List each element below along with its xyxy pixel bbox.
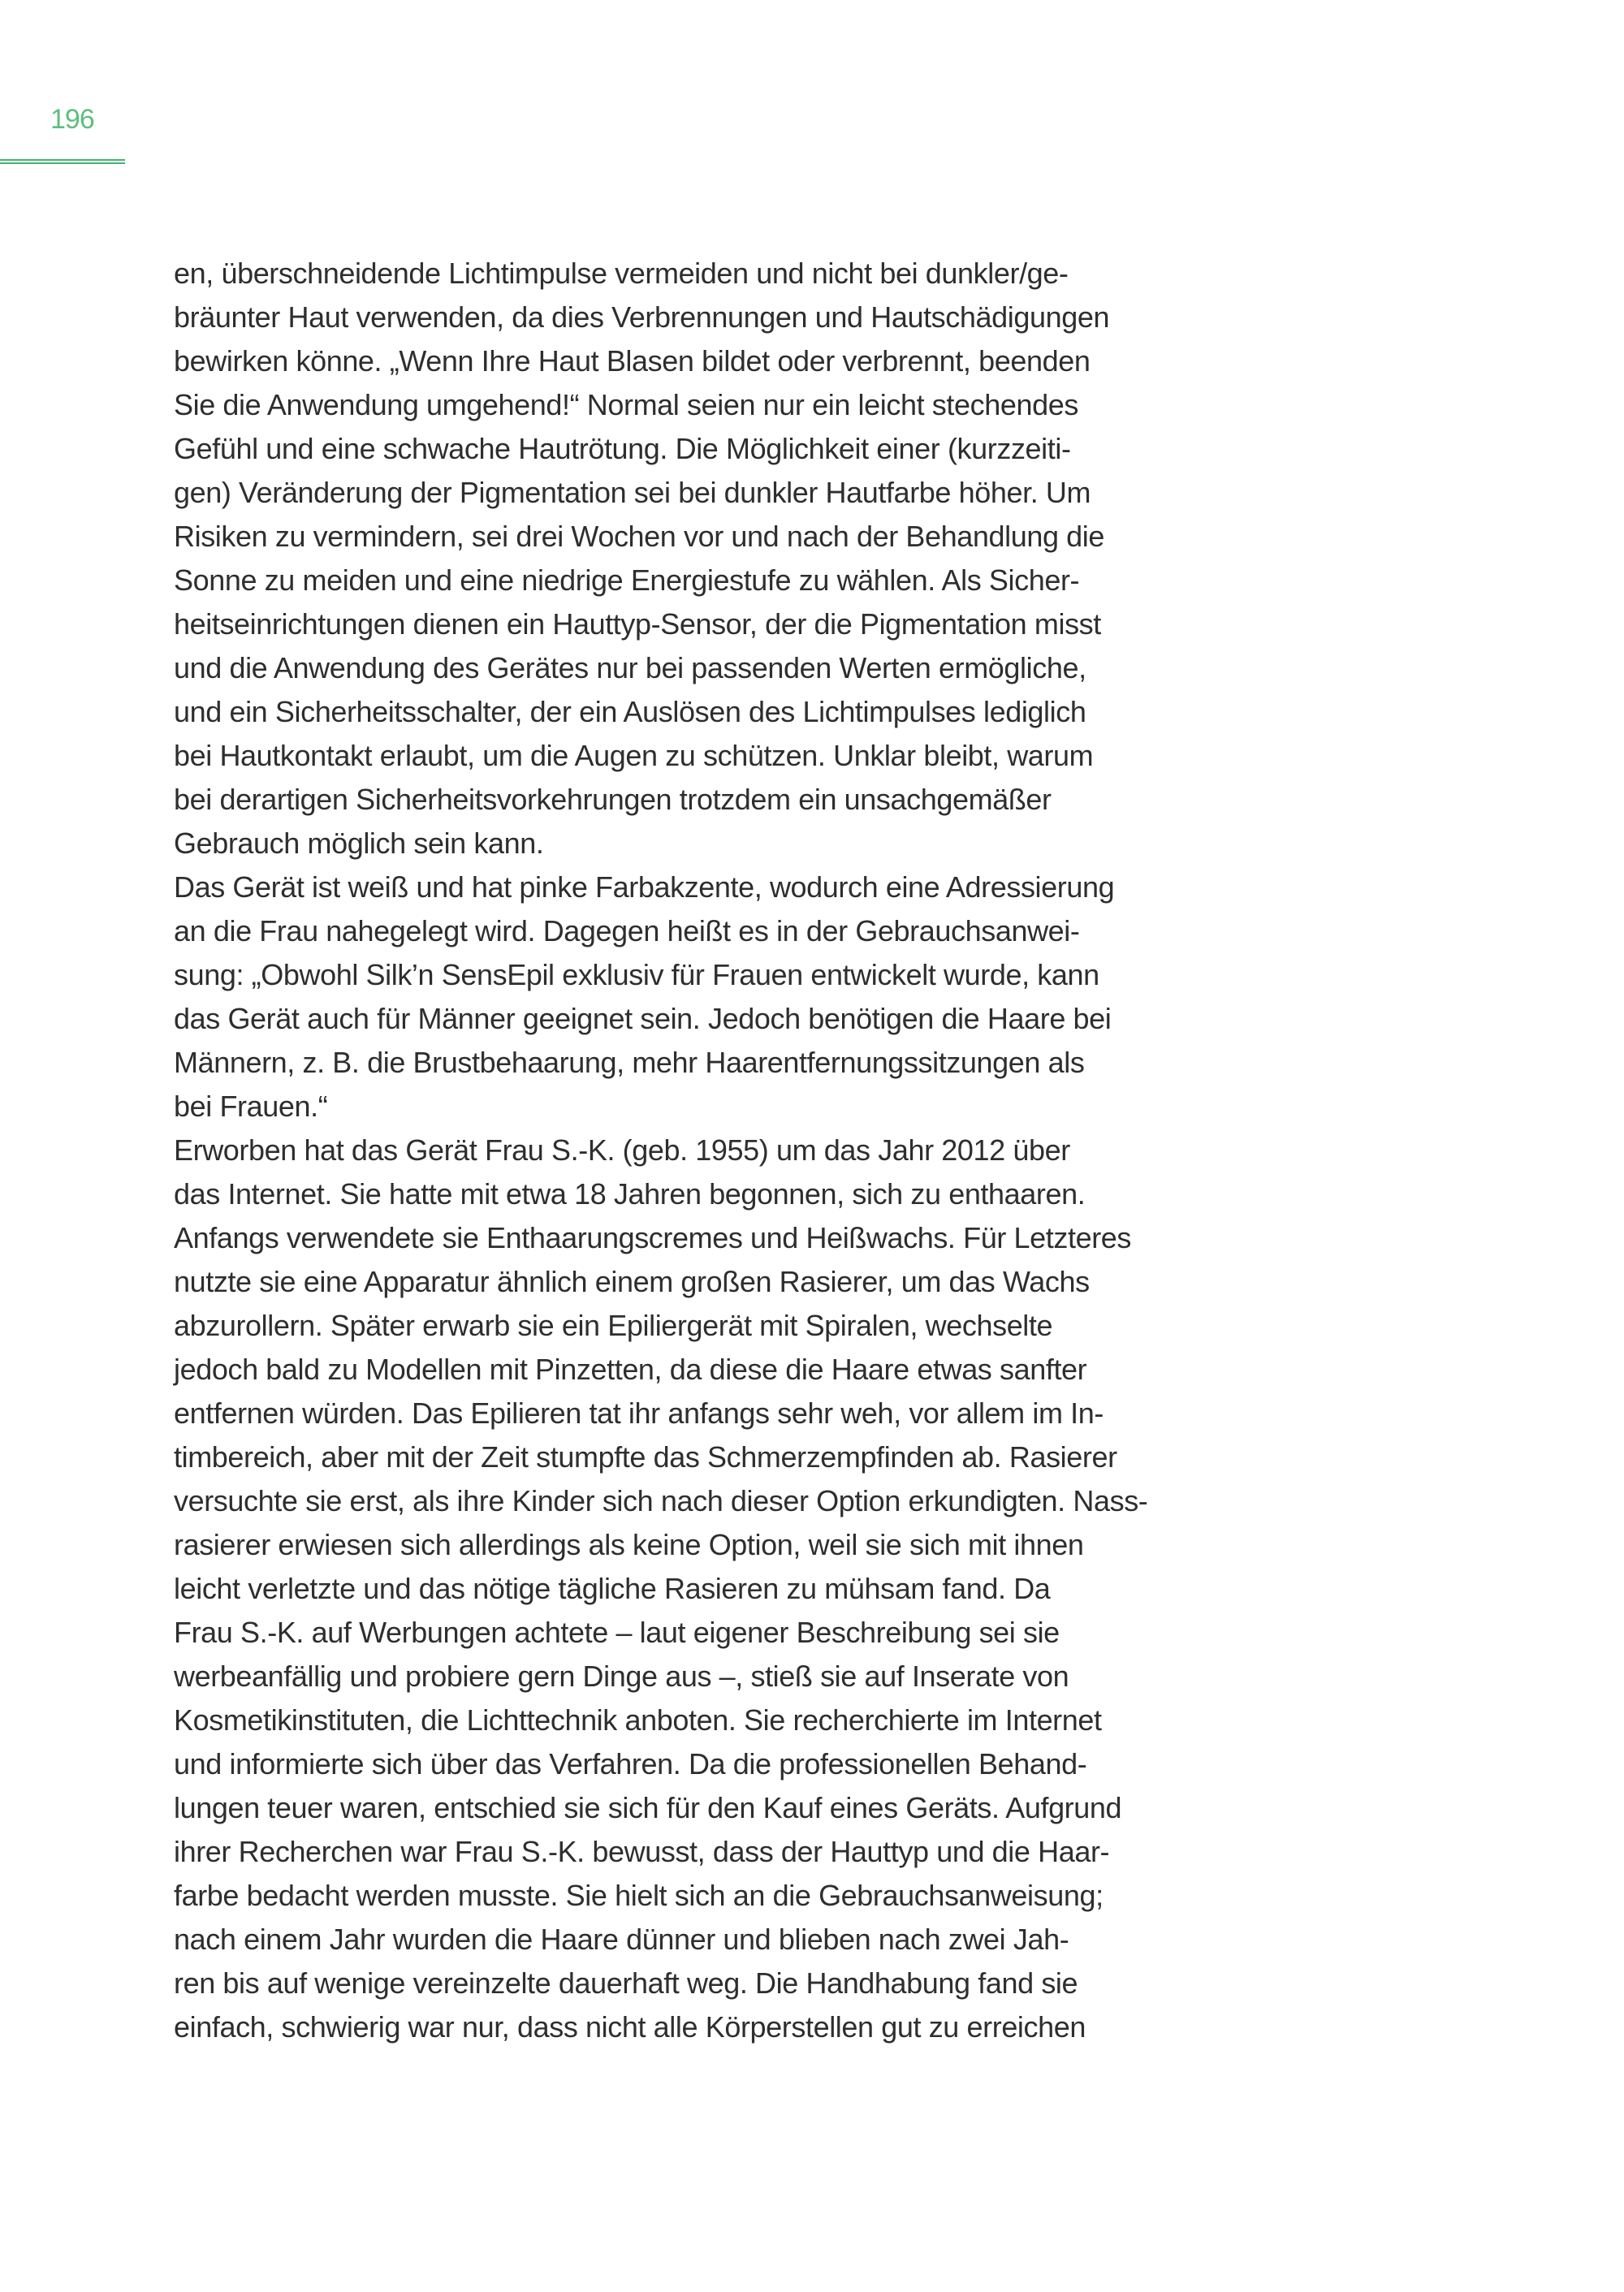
text-line: Erworben hat das Gerät Frau S.-K. (geb. 1955) um das Jahr 2012 über [174,1133,1070,1167]
text-line: bewirken könne. „Wenn Ihre Haut Blasen bildet oder verbrennt, beenden [174,344,1091,378]
text-line: werbeanfällig und probiere gern Dinge aus –, stieß sie auf Inserate von [174,1660,1069,1693]
text-line: leicht verletzte und das nötige tägliche Rasieren zu mühsam fand. Da [174,1572,1051,1605]
text-line: einfach, schwierig war nur, dass nicht alle Körperstellen gut zu erreichen [174,2010,1086,2044]
text-line: ren bis auf wenige vereinzelte dauerhaft weg. Die Handhabung fand sie [174,1966,1078,2000]
text-line: Gefühl und eine schwache Hautrötung. Die Möglichkeit einer (kurzzeiti- [174,432,1071,465]
text-line: Anfangs verwendete sie Enthaarungscremes und Heißwachs. Für Letzteres [174,1221,1132,1254]
text-line: bei Frauen.“ [174,1090,328,1123]
header-rule [0,159,125,164]
text-line: das Gerät auch für Männer geeignet sein. Jedoch benötigen die Haare bei [174,1002,1112,1035]
body-text [174,252,1311,2049]
text-line: Risiken zu vermindern, sei drei Wochen vor und nach der Behandlung die [174,520,1105,553]
text-line: bei Hautkontakt erlaubt, um die Augen zu schützen. Unklar bleibt, warum [174,739,1094,772]
text-line: gen) Veränderung der Pigmentation sei bei dunkler Hautfarbe höher. Um [174,476,1091,509]
text-line: Sonne zu meiden und eine niedrige Energiestufe zu wählen. Als Sicher- [174,563,1080,597]
text-line: das Internet. Sie hatte mit etwa 18 Jahren begonnen, sich zu enthaaren. [174,1177,1086,1211]
text-line: Das Gerät ist weiß und hat pinke Farbakzente, wodurch eine Adressierung [174,870,1115,904]
text-line: heitseinrichtungen dienen ein Hauttyp-Sensor, der die Pigmentation misst [174,607,1101,641]
text-line: und ein Sicherheitsschalter, der ein Auslösen des Lichtimpulses lediglich [174,695,1086,728]
text-line: und die Anwendung des Gerätes nur bei passenden Werten ermögliche, [174,651,1086,684]
text-line: Gebrauch möglich sein kann. [174,827,544,860]
text-line: farbe bedacht werden musste. Sie hielt sich an die Gebrauchsanweisung; [174,1879,1104,1912]
text-line: Kosmetikinstituten, die Lichttechnik anboten. Sie recherchierte im Internet [174,1703,1102,1737]
text-line: Frau S.-K. auf Werbungen achtete – laut eigener Beschreibung sei sie [174,1616,1060,1649]
page-number: 196 [50,104,94,135]
text-line: bräunter Haut verwenden, da dies Verbrennungen und Hautschädigungen [174,300,1110,334]
text-line: Männern, z. B. die Brustbehaarung, mehr Haarentfernungssitzungen als [174,1046,1085,1079]
text-line: versuchte sie erst, als ihre Kinder sich nach dieser Option erkundigten. Nass- [174,1484,1148,1517]
text-line: an die Frau nahegelegt wird. Dagegen heißt es in der Gebrauchsanwei- [174,914,1080,947]
text-line: bei derartigen Sicherheitsvorkehrungen trotzdem ein unsachgemäßer [174,783,1052,816]
text-line: rasierer erwiesen sich allerdings als keine Option, weil sie sich mit ihnen [174,1528,1084,1561]
text-line: nach einem Jahr wurden die Haare dünner und blieben nach zwei Jah- [174,1923,1069,1956]
text-line: und informierte sich über das Verfahren. Da die professionellen Behand- [174,1747,1087,1781]
text-line: en, überschneidende Lichtimpulse vermeiden und nicht bei dunkler/ge- [174,257,1069,290]
text-line: timbereich, aber mit der Zeit stumpfte das Schmerzempfinden ab. Rasierer [174,1440,1117,1474]
text-line: nutzte sie eine Apparatur ähnlich einem großen Rasierer, um das Wachs [174,1265,1090,1298]
text-line: entfernen würden. Das Epilieren tat ihr anfangs sehr weh, vor allem im In- [174,1396,1104,1430]
text-line: ihrer Recherchen war Frau S.-K. bewusst, dass der Hauttyp und die Haar- [174,1835,1110,1868]
text-line: Sie die Anwendung umgehend!“ Normal seien nur ein leicht stechendes [174,388,1078,421]
text-line: abzurollern. Später erwarb sie ein Epiliergerät mit Spiralen, wechselte [174,1309,1053,1342]
text-line: lungen teuer waren, entschied sie sich für den Kauf eines Geräts. Aufgrund [174,1791,1122,1824]
text-line: jedoch bald zu Modellen mit Pinzetten, da diese die Haare etwas sanfter [174,1353,1087,1386]
text-line: sung: „Obwohl Silk’n SensEpil exklusiv für Frauen entwickelt wurde, kann [174,958,1099,991]
